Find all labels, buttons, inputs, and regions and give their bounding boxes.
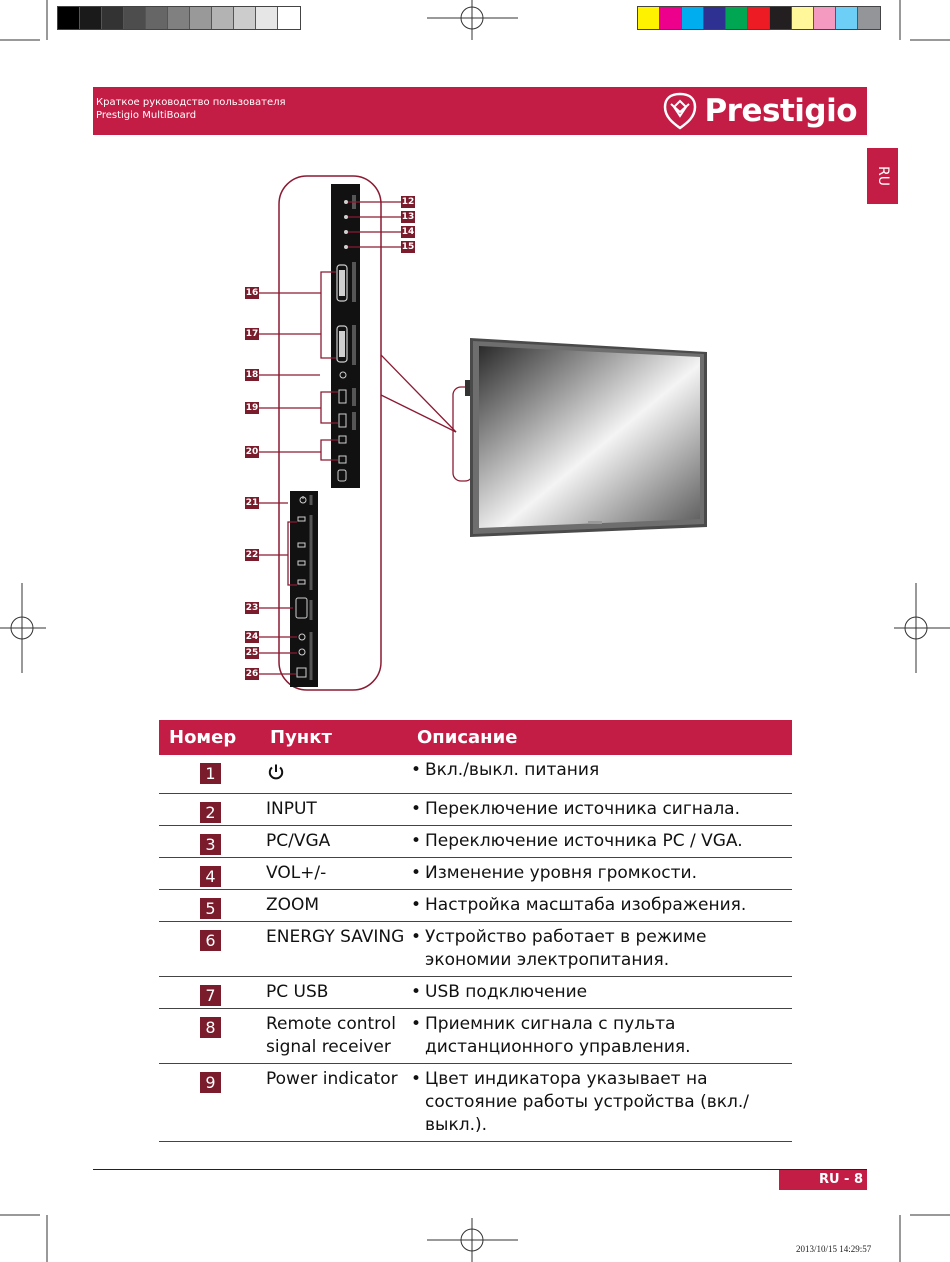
table-header — [159, 720, 792, 755]
bullet: • — [411, 760, 422, 780]
callout-25: 25 — [245, 648, 259, 658]
row-number: 5 — [200, 898, 221, 919]
row-description: Приемник сигнала с пульта дистанционного управления. — [425, 1014, 691, 1057]
row-description: Вкл./выкл. питания — [425, 760, 600, 780]
table-row — [159, 890, 792, 922]
display-monitor — [465, 338, 707, 537]
callout-21: 21 — [245, 498, 259, 508]
callout-17: 17 — [245, 329, 259, 339]
table-row — [159, 922, 792, 977]
row-item: INPUT — [266, 799, 317, 819]
row-item: PC/VGA — [266, 831, 331, 851]
row-item: VOL+/- — [266, 863, 327, 883]
callout-14: 14 — [401, 227, 415, 237]
footer-rule — [93, 1169, 867, 1170]
table-row — [159, 755, 792, 794]
lower-side-panel — [290, 491, 318, 687]
table-row — [159, 977, 792, 1009]
callout-20: 20 — [245, 447, 259, 457]
row-number: 2 — [200, 802, 221, 823]
row-description: Цвет индикатора указывает на состояние работы устройства (вкл./выкл.). — [425, 1069, 750, 1135]
row-description: Изменение уровня громкости. — [425, 863, 697, 883]
power-icon — [266, 762, 286, 782]
bullet: • — [411, 863, 422, 883]
callout-15: 15 — [401, 242, 415, 252]
header-line-product: Prestigio MultiBoard — [96, 110, 197, 121]
header-number: Номер — [169, 727, 237, 748]
page-number: RU - 8 — [779, 1170, 867, 1190]
row-number: 1 — [200, 763, 221, 784]
callout-22: 22 — [245, 550, 259, 560]
brand-name: Prestigio — [704, 93, 857, 129]
bullet: • — [411, 982, 422, 1002]
row-description: USB подключение — [425, 982, 588, 1002]
callout-23: 23 — [245, 603, 259, 613]
row-number: 9 — [200, 1072, 221, 1093]
row-number: 3 — [200, 834, 221, 855]
row-number: 4 — [200, 866, 221, 887]
language-tab-label: RU — [874, 166, 891, 186]
row-number: 6 — [200, 930, 221, 951]
row-description: Настройка масштаба изображения. — [425, 895, 747, 915]
header-item: Пункт — [270, 727, 332, 748]
row-item: Remote control signal receiver — [266, 1014, 396, 1057]
header-description: Описание — [417, 727, 518, 748]
table-row — [159, 794, 792, 826]
callout-18: 18 — [245, 370, 259, 380]
callout-19: 19 — [245, 403, 259, 413]
row-description: Устройство работает в режиме экономии электропитания. — [425, 927, 707, 970]
print-timestamp: 2013/10/15 14:29:57 — [796, 1244, 872, 1254]
table-row — [159, 826, 792, 858]
table-row — [159, 858, 792, 890]
row-description: Переключение источника сигнала. — [425, 799, 741, 819]
row-number: 7 — [200, 985, 221, 1006]
callout-13: 13 — [401, 212, 415, 222]
bullet: • — [411, 1014, 422, 1034]
callout-16: 16 — [245, 288, 259, 298]
callout-12: 12 — [401, 197, 415, 207]
spec-table — [159, 720, 792, 1142]
bullet: • — [411, 799, 422, 819]
table-row — [159, 1009, 792, 1064]
row-item: Power indicator — [266, 1069, 398, 1089]
row-number: 8 — [200, 1017, 221, 1038]
row-item: PC USB — [266, 982, 329, 1002]
table-row — [159, 1064, 792, 1142]
callout-24: 24 — [245, 632, 259, 642]
row-item — [260, 755, 407, 793]
row-item: ENERGY SAVING — [266, 927, 405, 947]
bullet: • — [411, 831, 422, 851]
header-line-guide: Краткое руководство пользователя — [96, 97, 286, 108]
bullet: • — [411, 895, 422, 915]
callout-26: 26 — [245, 669, 259, 679]
bullet: • — [411, 927, 422, 947]
row-description: Переключение источника PC / VGA. — [425, 831, 743, 851]
row-item: ZOOM — [266, 895, 320, 915]
bullet: • — [411, 1069, 422, 1089]
